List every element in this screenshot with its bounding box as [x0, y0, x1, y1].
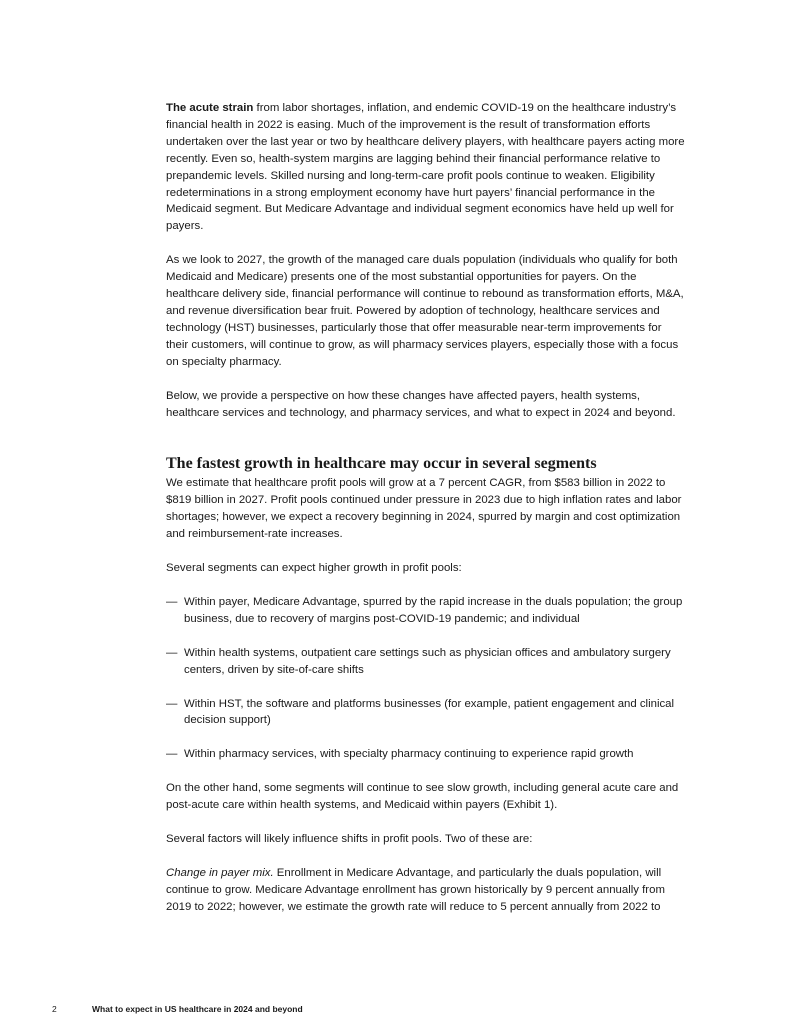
section-paragraph-2: Several segments can expect higher growth in profit pools: [166, 562, 462, 575]
bullet-text: Within health systems, outpatient care settings such as physician offices and ambulatory surgery centers, driven by site-of-care shifts [184, 646, 671, 676]
segment-bullet-list [166, 594, 686, 763]
intro-paragraph-2: As we look to 2027, the growth of the managed care duals population (individuals who qualify for both Medicaid and Medicare) presents one of the most substantial opportunities for payers. On the healthcare delivery side, financial performance will continue to rebound as transformation efforts, M&A, and revenue diversification bear fruit. Powered by adoption of technology, healthcare services and technology (HST) businesses, particularly those that offer measurable near-term improvements for their customers, will continue to grow, as will pharmacy services players, especially those with a focus on specialty pharmacy. [166, 254, 684, 368]
bullet-dash: — [166, 697, 178, 710]
bullet-dash: — [166, 595, 178, 608]
bullet-text: Within pharmacy services, with specialty pharmacy continuing to experience rapid growth [184, 748, 634, 761]
section-heading: The fastest growth in healthcare may occur in several segments [166, 455, 597, 473]
lead-bold-text: The acute strain [166, 102, 254, 114]
list-item [166, 594, 686, 628]
section-paragraph-1: We estimate that healthcare profit pools will grow at a 7 percent CAGR, from $583 billion in 2022 to $819 billion in 2027. Profit pools continued under pressure in 2023 due to high inflation rates and labor shortages; however, we expect a recovery beginning in 2024, spurred by margin and cost optimization and reimbursement-rate increases. [166, 477, 682, 541]
list-item [166, 746, 686, 763]
section-paragraph-3: On the other hand, some segments will continue to see slow growth, including general acute care and post-acute care within health systems, and Medicaid within payers (Exhibit 1). [166, 782, 679, 812]
footer-title: What to expect in US healthcare in 2024 and beyond [92, 1004, 303, 1014]
intro-paragraph-1 [166, 100, 686, 235]
payer-mix-text: Enrollment in Medicare Advantage, and particularly the duals population, will continue to grow. Medicare Advantage enrollment has grown historically by 9 percent annually from 2019 to 2022; however, we estimate the growth rate will reduce to 5 percent annually from 2022 to [166, 867, 665, 913]
lead-text: from labor shortages, inflation, and endemic COVID-19 on the healthcare industry’s financial health in 2022 is easing. Much of the improvement is the result of transformation efforts undertaken over the last year or two by healthcare delivery players, with healthcare payers acting more recently. Even so, health-system margins are lagging behind their financial performance relative to prepandemic levels. Skilled nursing and long-term-care profit pools continue to weaken. Eligibility redeterminations in a strong employment economy have hurt payers’ financial performance in the Medicaid segment. But Medicare Advantage and individual segment economics have held up well for payers. [166, 102, 685, 233]
bullet-text: Within HST, the software and platforms businesses (for example, patient engagement and clinical decision support) [184, 697, 675, 727]
page-number: 2 [52, 1004, 57, 1014]
bullet-dash: — [166, 748, 178, 761]
page-footer [52, 1003, 303, 1015]
payer-mix-italic: Change in payer mix. [166, 867, 274, 879]
section-paragraph-5 [166, 865, 686, 916]
bullet-dash: — [166, 646, 178, 659]
article-body [166, 100, 686, 933]
section-paragraph-4: Several factors will likely influence shifts in profit pools. Two of these are: [166, 833, 533, 846]
list-item [166, 696, 686, 730]
list-item [166, 645, 686, 679]
bullet-text: Within payer, Medicare Advantage, spurred by the rapid increase in the duals population; the group business, due to recovery of margins post-COVID-19 pandemic; and individual [184, 595, 683, 625]
intro-paragraph-3: Below, we provide a perspective on how these changes have affected payers, health systems, healthcare services and technology, and pharmacy services, and what to expect in 2024 and beyond. [166, 389, 676, 419]
